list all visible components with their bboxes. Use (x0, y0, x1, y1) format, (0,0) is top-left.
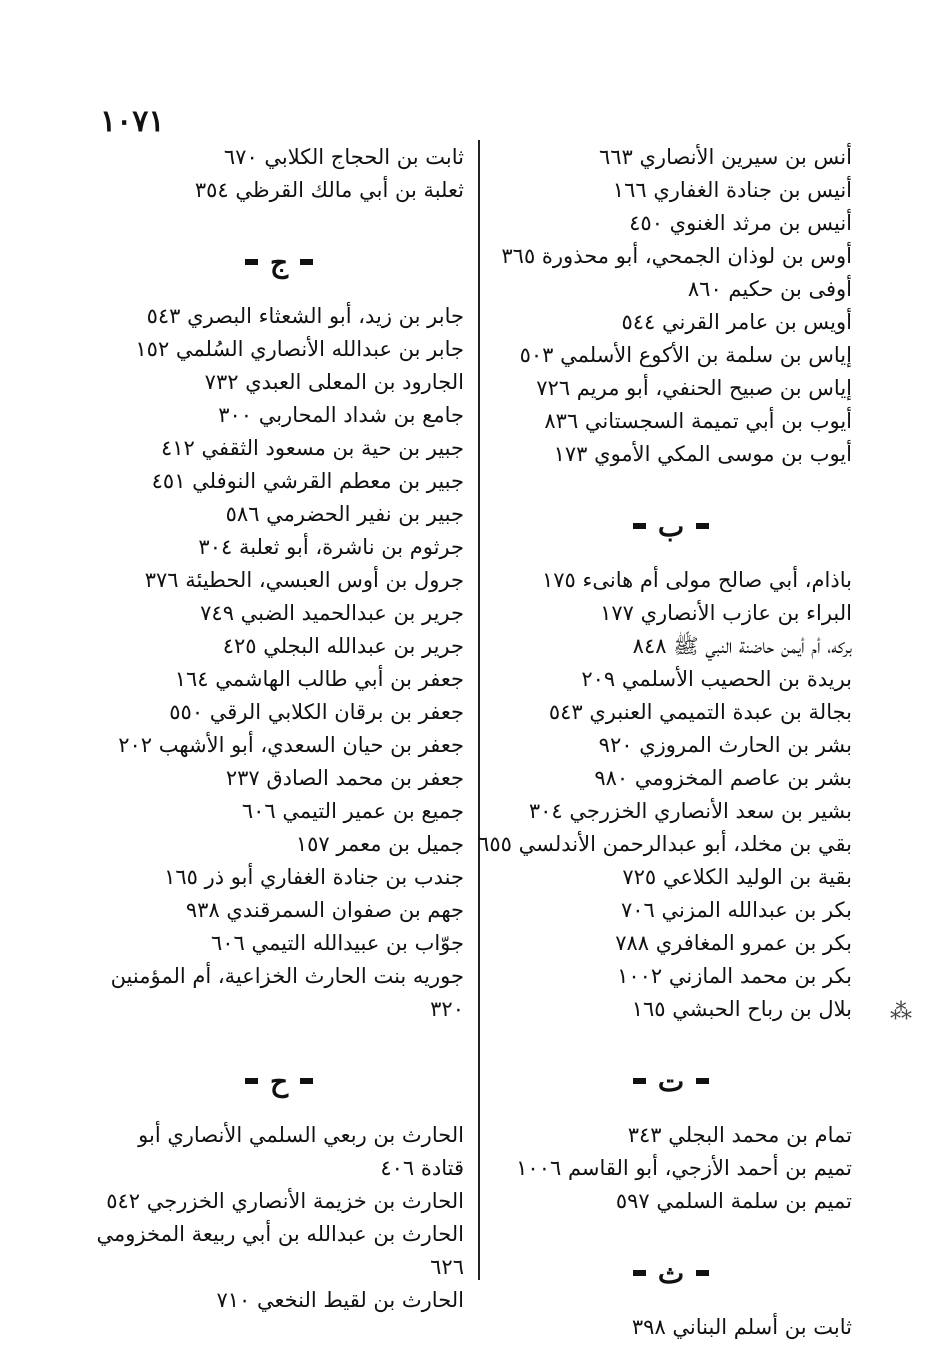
index-entry: البراء بن عازب الأنصاري ١٧٧ (600, 601, 852, 625)
index-entry: جابر بن زيد، أبو الشعثاء البصري ٥٤٣ (146, 304, 464, 328)
heading-dash (633, 1078, 646, 1084)
index-entry: أويس بن عامر القرني ٥٤٤ (621, 310, 852, 334)
index-entry: بشير بن سعد الأنصاري الخزرجي ٣٠٤ (528, 799, 852, 823)
index-entry: ثابت بن أسلم البناني ٣٩٨ (631, 1315, 852, 1339)
heading-dash (245, 259, 258, 265)
letter-heading-text: ت (657, 1064, 685, 1098)
index-entry: جعفر بن حيان السعدي، أبو الأشهب ٢٠٢ (118, 733, 464, 757)
index-entry: إياس بن صبيح الحنفي، أبو مريم ٧٢٦ (536, 376, 852, 400)
heading-dash (300, 1078, 313, 1084)
index-entry: جعفر بن محمد الصادق ٢٣٧ (225, 766, 464, 790)
letter-heading (490, 1242, 852, 1304)
index-entry: تمام بن محمد البجلي ٣٤٣ (627, 1123, 852, 1147)
index-entry: تميم بن أحمد الأزجي، أبو القاسم ١٠٠٦ (516, 1156, 852, 1180)
heading-dash (633, 1270, 646, 1276)
index-entry: جبير بن معطم القرشي النوفلي ٤٥١ (151, 469, 464, 493)
index-entry: بلال بن رباح الحبشي ١٦٥ (631, 997, 852, 1021)
index-entry: بركه، أم أيمن حاضنة النبي ﷺ ٨٤٨ (632, 634, 852, 658)
index-entry: الحارث بن ربعي السلمي الأنصاري أبو قتادة ٤٠٦ (138, 1123, 464, 1180)
index-entry: جامع بن شداد المحاربي ٣٠٠ (218, 403, 464, 427)
index-entry: بجالة بن عبدة التميمي العنبري ٥٤٣ (548, 700, 852, 724)
index-entry: جبير بن نفير الحضرمي ٥٨٦ (225, 502, 464, 526)
index-entry: جرول بن أوس العبسي، الحطيئة ٣٧٦ (144, 568, 464, 592)
letter-heading-text: ث (657, 1256, 685, 1290)
index-entry: أوفى بن حكيم ٨٦٠ (687, 277, 852, 301)
index-column-right (478, 141, 852, 1344)
index-entry: الحارث بن خزيمة الأنصاري الخزرجي ٥٤٢ (106, 1189, 464, 1213)
index-entry: أيوب بن موسى المكي الأموي ١٧٣ (553, 442, 852, 466)
page-number: ١٠٧١ (100, 104, 165, 139)
index-entry: بكر بن عبدالله المزني ٧٠٦ (620, 898, 852, 922)
heading-dash (300, 259, 313, 265)
letter-heading (94, 1050, 464, 1112)
heading-dash (696, 1078, 709, 1084)
letter-heading (490, 495, 852, 557)
index-entry: جوّاب بن عبيدالله التيمي ٦٠٦ (210, 931, 464, 955)
index-entry: ثابت بن الحجاج الكلابي ٦٧٠ (223, 145, 464, 169)
index-entry: أيوب بن أبي تميمة السجستاني ٨٣٦ (544, 409, 852, 433)
index-entry: أنيس بن مرثد الغنوي ٤٥٠ (629, 211, 852, 235)
letter-heading (490, 1050, 852, 1112)
column-divider (478, 140, 480, 1280)
letter-heading-text: ح (269, 1064, 289, 1098)
heading-dash (696, 523, 709, 529)
index-entry: جميع بن عمير التيمي ٦٠٦ (241, 799, 464, 823)
index-entry: الجارود بن المعلى العبدي ٧٣٢ (204, 370, 464, 394)
margin-speck-mark: ⁂ (890, 1000, 912, 1025)
index-entry: بريدة بن الحصيب الأسلمي ٢٠٩ (581, 667, 852, 691)
index-entry: إياس بن سلمة بن الأكوع الأسلمي ٥٠٣ (519, 343, 852, 367)
index-entry: جرثوم بن ناشرة، أبو ثعلبة ٣٠٤ (198, 535, 464, 559)
index-entry: جابر بن عبدالله الأنصاري السُلمي ١٥٢ (135, 337, 464, 361)
index-entry: بكر بن محمد المازني ١٠٠٢ (617, 964, 852, 988)
index-entry: الحارث بن لقيط النخعي ٧١٠ (216, 1288, 464, 1312)
index-entry: أنس بن سيرين الأنصاري ٦٦٣ (598, 145, 852, 169)
letter-heading-text: ب (657, 509, 685, 543)
heading-dash (245, 1078, 258, 1084)
index-entry: ثعلبة بن أبي مالك القرظي ٣٥٤ (194, 178, 464, 202)
index-entry: جرير بن عبدالله البجلي ٤٢٥ (222, 634, 464, 658)
index-entry: جبير بن حية بن مسعود الثقفي ٤١٢ (160, 436, 464, 460)
index-entry: بكر بن عمرو المغافري ٧٨٨ (615, 931, 852, 955)
index-entry: باذام، أبي صالح مولى أم هانىء ١٧٥ (541, 568, 852, 592)
index-entry: بقي بن مخلد، أبو عبدالرحمن الأندلسي ٦٥٥ (478, 832, 852, 856)
index-entry: تميم بن سلمة السلمي ٥٩٧ (615, 1189, 852, 1213)
heading-dash (696, 1270, 709, 1276)
index-entry: بشر بن الحارث المروزي ٩٢٠ (598, 733, 852, 757)
index-entry: الحارث بن عبدالله بن أبي ربيعة المخزومي ٦٢٦ (96, 1222, 464, 1279)
index-entry: جعفر بن برقان الكلابي الرقي ٥٥٠ (169, 700, 464, 724)
index-column-left (94, 141, 464, 1317)
index-entry: جميل بن معمر ١٥٧ (295, 832, 464, 856)
index-entry: أنيس بن جنادة الغفاري ١٦٦ (612, 178, 852, 202)
index-entry: جهم بن صفوان السمرقندي ٩٣٨ (185, 898, 464, 922)
index-entry: جعفر بن أبي طالب الهاشمي ١٦٤ (174, 667, 464, 691)
index-entry: جرير بن عبدالحميد الضبي ٧٤٩ (200, 601, 464, 625)
heading-dash (633, 523, 646, 529)
index-entry: أوس بن لوذان الجمحي، أبو محذورة ٣٦٥ (501, 244, 852, 268)
index-entry: بشر بن عاصم المخزومي ٩٨٠ (594, 766, 852, 790)
index-entry: بقية بن الوليد الكلاعي ٧٢٥ (622, 865, 852, 889)
letter-heading (94, 231, 464, 293)
index-entry: جندب بن جنادة الغفاري أبو ذر ١٦٥ (164, 865, 464, 889)
letter-heading-text: ج (269, 245, 289, 279)
index-entry: جوريه بنت الحارث الخزاعية، أم المؤمنين ٣٢٠ (110, 964, 464, 1021)
